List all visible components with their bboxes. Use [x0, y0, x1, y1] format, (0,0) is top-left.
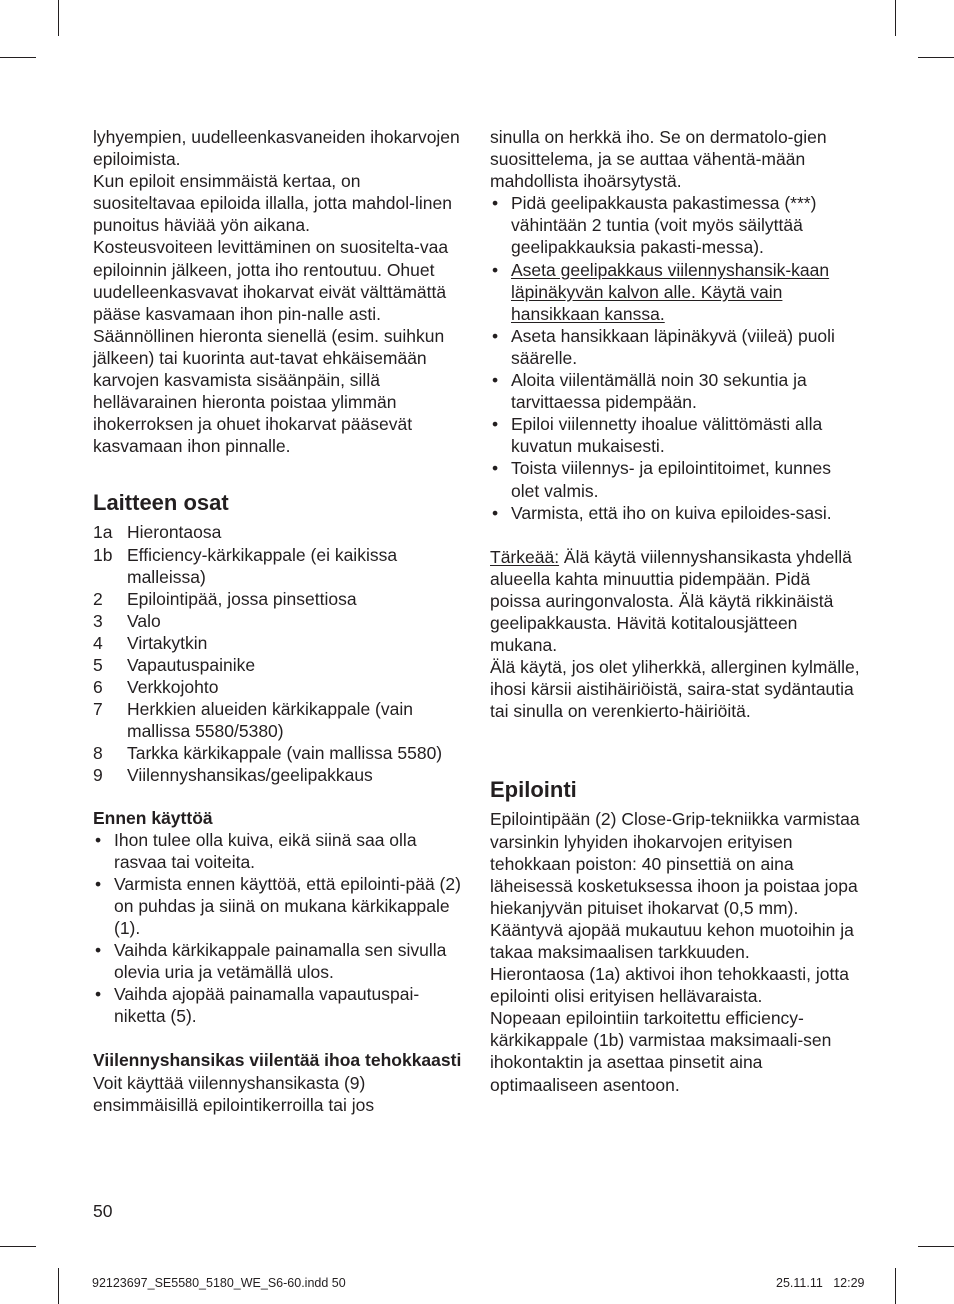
parts-list-item	[93, 764, 465, 786]
parts-list-item	[93, 698, 465, 742]
part-label: Valo	[127, 610, 161, 631]
parts-list	[93, 521, 465, 786]
list-item: • Varmista, että iho on kuiva epiloides-sasi.	[490, 502, 862, 524]
part-number: 1a	[93, 522, 113, 543]
crop-mark	[895, 0, 896, 36]
list-item: • Vaihda kärkikappale painamalla sen sivulla olevia uria ja vetämällä ulos.	[93, 939, 465, 983]
before-use-list	[93, 829, 465, 1028]
epilation-paragraph: Hierontaosa (1a) aktivoi ihon tehokkaasti, jotta epilointi olisi erityisen hellävaraista.	[490, 964, 849, 1007]
important-text: Älä käytä viilennyshansikasta yhdellä alueella kahta minuuttia pidempään. Pidä poissa auringonvalosta. Älä käytä rikkinäistä geelipakkausta. Hävitä kotitalousjätteen mukana.	[490, 546, 852, 656]
part-label: Efficiency-kärkikappale (ei kaikissa malleissa)	[127, 544, 398, 587]
epilation-heading: Epilointi	[490, 777, 577, 803]
list-item	[490, 259, 862, 325]
crop-mark	[918, 57, 954, 58]
underlined-instruction: Aseta geelipakkaus viilennyshansik-kaan läpinäkyvän kalvon alle. Käytä vain hansikkaan kanssa.	[511, 259, 830, 324]
part-number: 8	[93, 743, 103, 764]
part-number: 9	[93, 765, 103, 786]
warning-paragraph: Älä käytä, jos olet yliherkkä, allerginen kylmälle, ihosi kärsii aistihäiriöistä, saira-stat sydäntautia tai sinulla on verenkierto-häiriöitä.	[490, 657, 860, 722]
print-slug-date: 25.11.11 12:29	[776, 1276, 865, 1290]
parts-list-item	[93, 588, 465, 610]
intro-paragraph: Kosteusvoiteen levittäminen on suositelta-vaa epiloinnin jälkeen, jotta iho rentoutuu. Ohuet uudelleenkasvavat ihokarvat eivät välttämättä pääse kasvamaan ihon pin-nalle asti. Säännöllinen hieronta sienellä (esim. suihkun jälkeen) tai kuorinta aut-tavat ehkäisemään karvojen kasvamista sisäänpäin, sillä hellävarainen hieronta poistaa ylimmän ihokerroksen ja ohuet ihokarvat pääsevät kasvamaan ihon pinnalle.	[93, 237, 449, 457]
epilation-paragraph: Epilointipään (2) Close-Grip-tekniikka varmistaa varsinkin lyhyiden ihokarvojen erityisen tehokkaan poiston: 40 pinsettiä on aina läheisessä kosketuksessa ihoon ja poistaa jopa hiekanjyvän pituiset ihokarvat (0,5 mm). Kääntyvä ajopää mukautuu kehon muotoihin ja takaa maksimaalisen tarkkuuden.	[490, 809, 860, 962]
part-number: 4	[93, 632, 103, 653]
list-item: • Pidä geelipakkausta pakastimessa (***) vähintään 2 tuntia (voit myös säilyttää geelipakkauksia pakasti-messa).	[490, 192, 862, 258]
list-item: • Vaihda ajopää painamalla vapautuspai-niketta (5).	[93, 983, 465, 1027]
cooling-glove-list	[490, 192, 862, 523]
intro-paragraph: lyhyempien, uudelleenkasvaneiden ihokarvojen epiloimista.	[93, 127, 460, 170]
crop-mark	[918, 1246, 954, 1247]
parts-list-item	[93, 632, 465, 654]
part-label: Vapautuspainike	[127, 654, 256, 675]
crop-mark	[895, 1268, 896, 1304]
epilation-paragraph: Nopeaan epilointiin tarkoitettu efficiency-kärkikappale (1b) varmistaa maksimaali-sen ihokontaktin ja asettaa pinsetit aina optimaaliseen asentoon.	[490, 1008, 832, 1095]
part-number: 1b	[93, 544, 113, 565]
crop-mark	[58, 0, 59, 36]
list-item: • Toista viilennys- ja epilointitoimet, kunnes olet valmis.	[490, 457, 862, 501]
print-slug-filename: 92123697_SE5580_5180_WE_S6-60.indd 50	[92, 1276, 346, 1290]
cooling-glove-paragraph: Voit käyttää viilennyshansikasta (9) ensimmäisillä epilointikerroilla tai jos	[93, 1072, 375, 1115]
parts-heading: Laitteen osat	[93, 490, 229, 516]
part-number: 6	[93, 677, 103, 698]
part-number: 7	[93, 699, 103, 720]
left-column	[93, 126, 465, 1116]
part-label: Viilennyshansikas/geelipakkaus	[127, 765, 373, 786]
part-label: Herkkien alueiden kärkikappale (vain mallissa 5580/5380)	[127, 699, 413, 742]
list-item: • Epiloi viilennetty ihoalue välittömästi alla kuvatun mukaisesti.	[490, 413, 862, 457]
before-use-heading: Ennen käyttöä	[93, 807, 213, 828]
intro-paragraph: Kun epiloit ensimmäistä kertaa, on suositeltavaa epiloida illalla, jotta mahdol-linen punoitus häviää yön aikana.	[93, 171, 452, 236]
part-label: Tarkka kärkikappale (vain mallissa 5580)	[127, 743, 443, 764]
list-item: • Aseta hansikkaan läpinäkyvä (viileä) puoli säärelle.	[490, 325, 862, 369]
parts-list-item	[93, 544, 465, 588]
cooling-glove-paragraph-continued: sinulla on herkkä iho. Se on dermatolo-gien suosittelema, ja se auttaa vähentä-mään mahdollista ihoärsytystä.	[490, 127, 827, 192]
right-column	[490, 126, 862, 1096]
list-item: • Ihon tulee olla kuiva, eikä siinä saa olla rasvaa tai voiteita.	[93, 829, 465, 873]
part-label: Virtakytkin	[127, 632, 208, 653]
crop-mark	[58, 1268, 59, 1304]
cooling-glove-heading: Viilennyshansikas viilentää ihoa tehokkaasti	[93, 1050, 462, 1071]
crop-mark	[0, 57, 36, 58]
parts-list-item	[93, 742, 465, 764]
part-label: Epilointipää, jossa pinsettiosa	[127, 588, 357, 609]
part-number: 2	[93, 588, 103, 609]
parts-list-item	[93, 676, 465, 698]
crop-mark	[0, 1246, 36, 1247]
parts-list-item	[93, 610, 465, 632]
part-number: 5	[93, 654, 103, 675]
part-label: Verkkojohto	[127, 677, 219, 698]
list-item: • Aloita viilentämällä noin 30 sekuntia ja tarvittaessa pidempään.	[490, 369, 862, 413]
parts-list-item	[93, 654, 465, 676]
part-number: 3	[93, 610, 103, 631]
important-label: Tärkeää:	[490, 546, 560, 567]
list-item: • Varmista ennen käyttöä, että epilointi-pää (2) on puhdas ja siinä on mukana kärkikappale (1).	[93, 873, 465, 939]
page-number: 50	[93, 1201, 113, 1221]
parts-list-item	[93, 521, 465, 543]
part-label: Hierontaosa	[127, 522, 222, 543]
important-note	[490, 546, 862, 656]
